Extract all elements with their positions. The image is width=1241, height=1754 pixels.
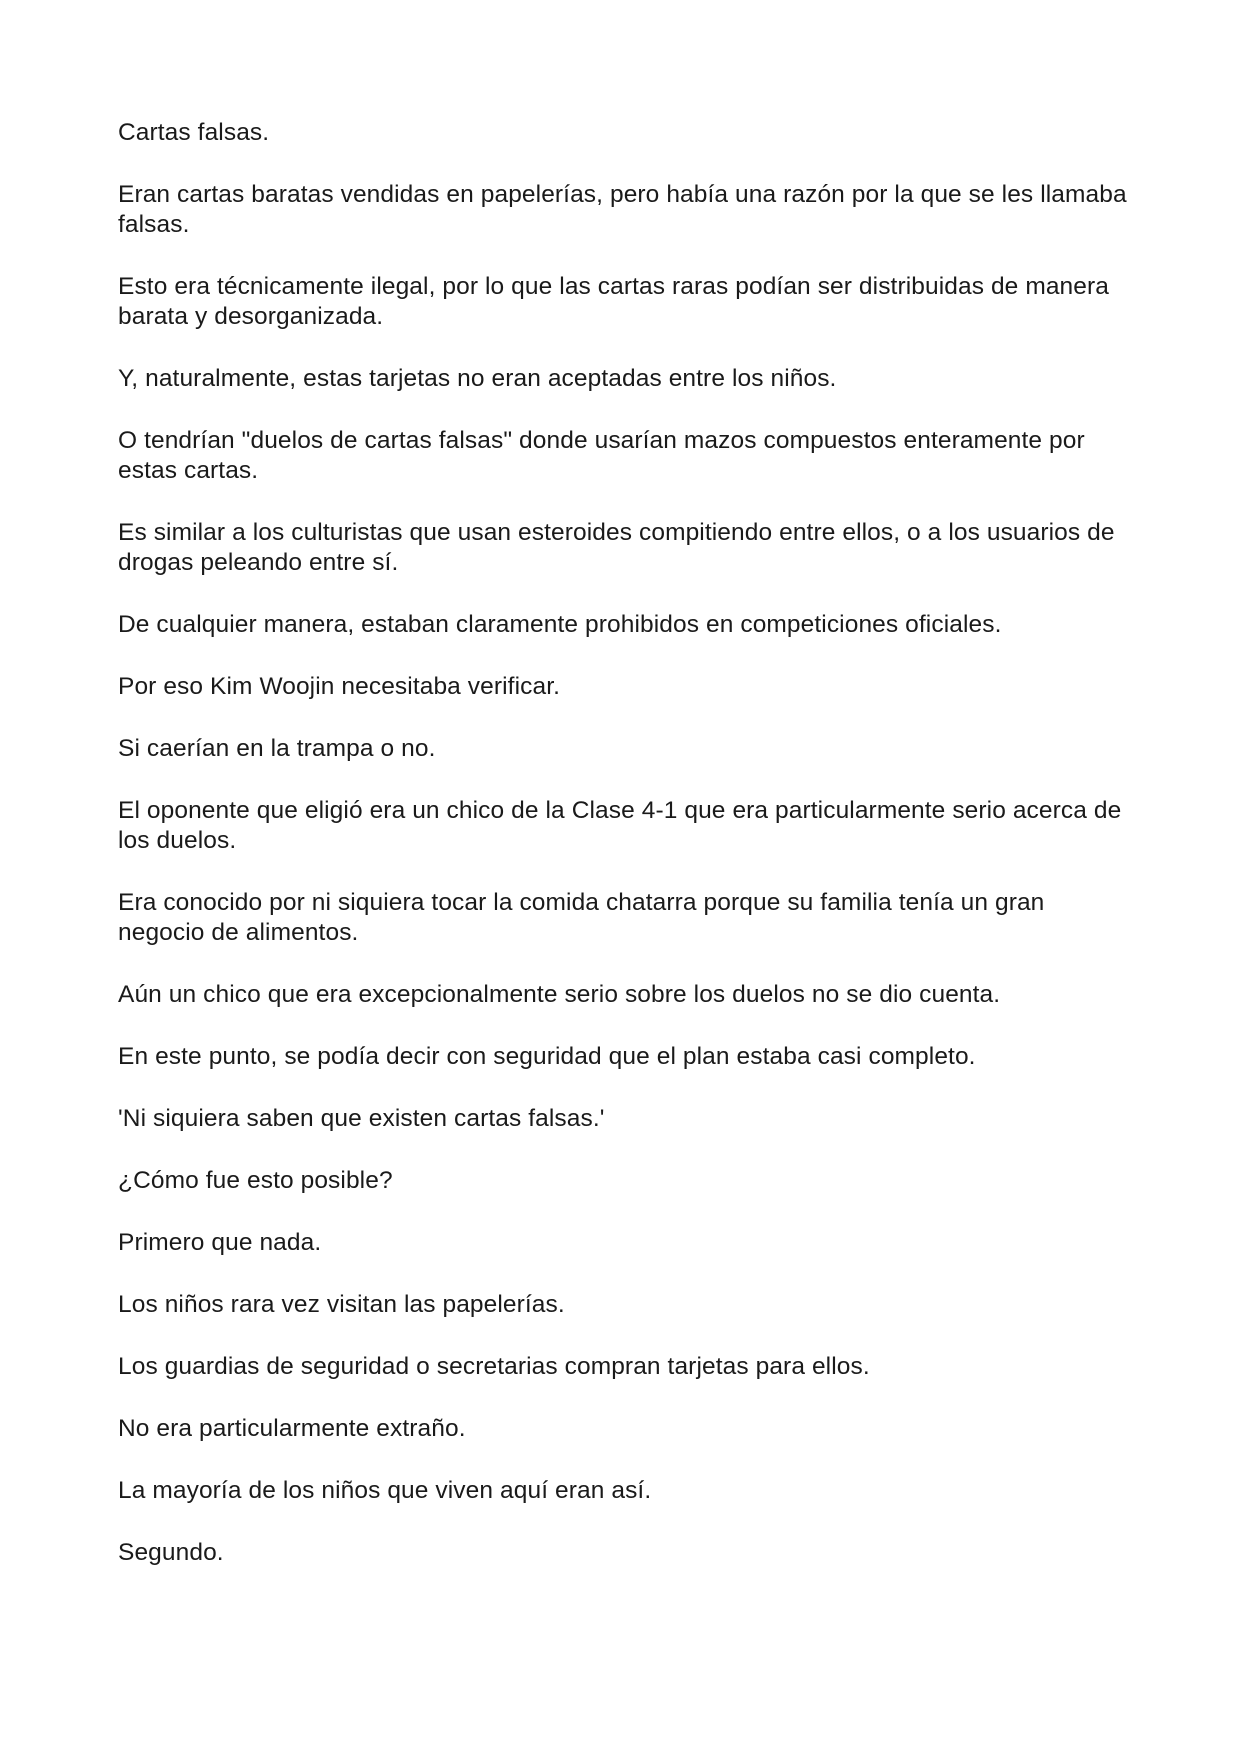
paragraph: De cualquier manera, estaban claramente prohibidos en competiciones oficiales. [118,611,1002,638]
paragraph: Era conocido por ni siquiera tocar la comida chatarra porque su familia tenía un gran negocio de alimentos. [118,889,1045,946]
paragraph: En este punto, se podía decir con seguridad que el plan estaba casi completo. [118,1043,976,1070]
paragraph: Primero que nada. [118,1229,322,1256]
document-body [118,118,1128,1600]
paragraph: Esto era técnicamente ilegal, por lo que las cartas raras podían ser distribuidas de manera barata y desorganizada. [118,273,1109,330]
paragraph: 'Ni siquiera saben que existen cartas falsas.' [118,1105,605,1132]
paragraph: No era particularmente extraño. [118,1415,466,1442]
paragraph: Si caerían en la trampa o no. [118,735,436,762]
paragraph: Es similar a los culturistas que usan esteroides compitiendo entre ellos, o a los usuarios de drogas peleando entre sí. [118,519,1115,576]
paragraph: Segundo. [118,1539,224,1566]
paragraph: Por eso Kim Woojin necesitaba verificar. [118,673,561,700]
paragraph: O tendrían "duelos de cartas falsas" donde usarían mazos compuestos enteramente por estas cartas. [118,427,1085,484]
paragraph: La mayoría de los niños que viven aquí eran así. [118,1477,652,1504]
paragraph: ¿Cómo fue esto posible? [118,1167,393,1194]
paragraph: Los niños rara vez visitan las papelerías. [118,1291,565,1318]
paragraph: Y, naturalmente, estas tarjetas no eran aceptadas entre los niños. [118,365,837,392]
paragraph: Eran cartas baratas vendidas en papelerías, pero había una razón por la que se les llamaba falsas. [118,181,1127,238]
paragraph: Cartas falsas. [118,119,270,146]
paragraph: Aún un chico que era excepcionalmente serio sobre los duelos no se dio cuenta. [118,981,1001,1008]
paragraph: El oponente que eligió era un chico de la Clase 4-1 que era particularmente serio acerca de los duelos. [118,797,1122,854]
paragraph: Los guardias de seguridad o secretarias compran tarjetas para ellos. [118,1353,870,1380]
